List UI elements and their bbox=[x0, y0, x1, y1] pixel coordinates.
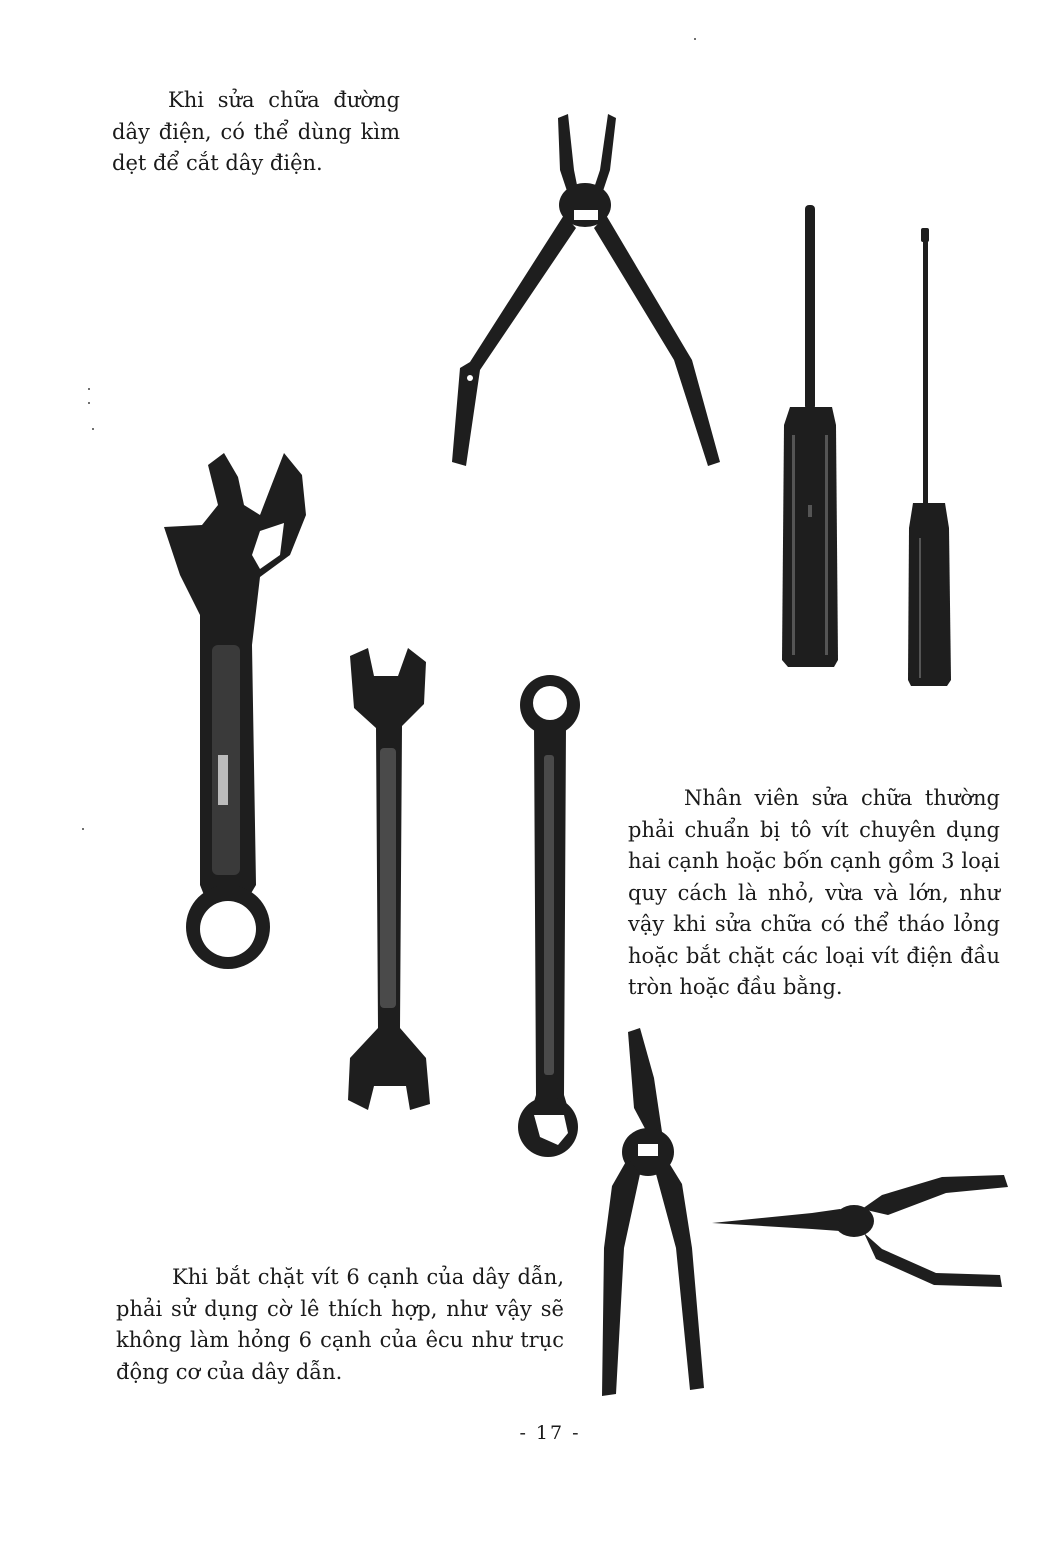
scan-speck bbox=[88, 388, 90, 390]
diagonal-cutting-pliers-icon bbox=[440, 110, 730, 480]
paragraph-wire-cutting bbox=[112, 85, 400, 180]
paragraph-screwdrivers-text: Nhân viên sửa chữa thường phải chuẩn bị tô vít chuyên dụng hai cạnh hoặc bốn cạnh gồm 3 loại quy cách là nhỏ, vừa và lớn, như vậy khi sửa chữa có thể tháo lỏng hoặc bắt chặt các loại vít điện đầu tròn hoặc đầu bằng. bbox=[628, 786, 1000, 999]
page-number: - 17 - bbox=[519, 1422, 581, 1444]
paragraph-screwdrivers bbox=[628, 783, 1000, 1004]
adjustable-wrench-icon bbox=[160, 445, 310, 975]
paragraph-wrench-use bbox=[116, 1262, 564, 1388]
paragraph-wrench-use-text: Khi bắt chặt vít 6 cạnh của dây dẫn, phải sử dụng cờ lê thích hợp, như vậy sẽ không làm hỏng 6 cạnh của êcu như trục động cơ của dây dẫn. bbox=[116, 1265, 564, 1384]
scan-speck bbox=[88, 402, 90, 404]
paragraph-wire-cutting-text: Khi sửa chữa đường dây điện, có thể dùng kìm dẹt để cắt dây điện. bbox=[112, 88, 400, 175]
scan-speck bbox=[92, 428, 94, 430]
large-screwdriver-icon bbox=[776, 205, 846, 670]
needle-nose-pliers-icon bbox=[712, 1165, 1012, 1295]
open-end-wrench-icon bbox=[340, 648, 440, 1113]
lineman-pliers-icon bbox=[598, 1028, 708, 1403]
combination-wrench-icon bbox=[510, 675, 590, 1160]
small-screwdriver-icon bbox=[905, 228, 955, 690]
scan-speck bbox=[694, 38, 696, 40]
scan-speck bbox=[82, 828, 84, 830]
